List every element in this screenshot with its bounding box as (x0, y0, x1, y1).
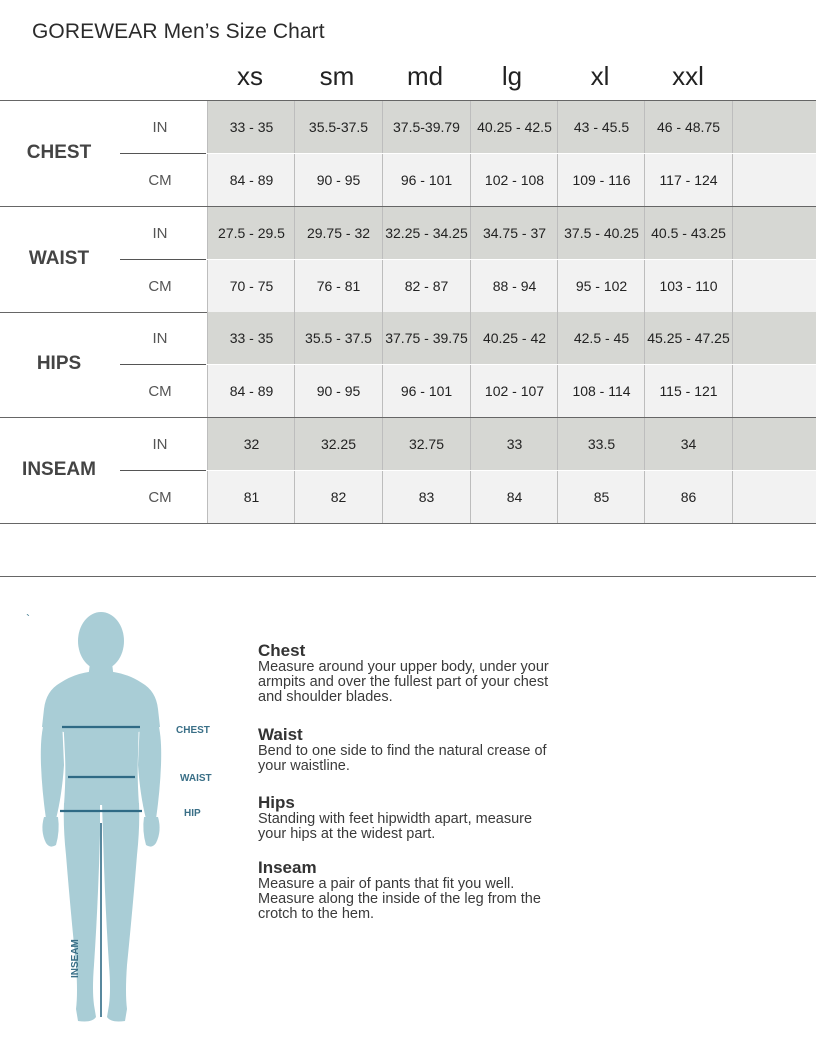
measure-line: Bend to one side to find the natural crease of (258, 743, 547, 759)
measure-line: your waistline. (258, 758, 350, 774)
table-cell: 76 - 81 (294, 260, 382, 312)
table-cell: 45.25 - 47.25 (644, 312, 732, 364)
unit-divider (120, 153, 206, 154)
figure-label-inseam: INSEAM (70, 939, 81, 978)
table-cell: 81 (207, 471, 295, 523)
table-cell: 95 - 102 (557, 260, 645, 312)
table-cell: 117 - 124 (644, 154, 732, 206)
table-empty-cell (732, 101, 816, 153)
measure-line: armpits and over the fullest part of your chest (258, 674, 549, 690)
measure-line: Measure around your upper body, under your (258, 659, 549, 675)
size-header-lg: lg (501, 60, 523, 91)
table-cell: 27.5 - 29.5 (207, 207, 295, 259)
table-cell: 35.5 - 37.5 (294, 312, 382, 364)
table-cell: 46 - 48.75 (644, 101, 732, 153)
measure-line: Standing with feet hipwidth apart, measure (258, 811, 533, 827)
size-header-sm: sm (319, 60, 355, 91)
unit-divider (120, 259, 206, 260)
figure-label-waist: WAIST (180, 773, 212, 784)
table-cell: 33 - 35 (207, 312, 295, 364)
table-cell: 90 - 95 (294, 154, 382, 206)
table-cell: 32.25 - 34.25 (382, 207, 470, 259)
measure-line: and shoulder blades. (258, 689, 393, 705)
table-cell: 70 - 75 (207, 260, 295, 312)
table-cell: 102 - 108 (470, 154, 558, 206)
measure-hips (258, 794, 598, 842)
table-cell: 84 (470, 471, 558, 523)
table-cell: 96 - 101 (382, 365, 470, 417)
group-label-waist: WAIST (28, 248, 90, 269)
figure-label-chest: CHEST (176, 725, 210, 736)
unit-label-cm: CM (148, 382, 172, 400)
table-cell: 34.75 - 37 (470, 207, 558, 259)
table-cell: 102 - 107 (470, 365, 558, 417)
table-cell: 86 (644, 471, 732, 523)
table-cell: 85 (557, 471, 645, 523)
table-cell: 88 - 94 (470, 260, 558, 312)
table-cell: 32.75 (382, 418, 470, 470)
measure-heading: Hips (258, 793, 295, 812)
page-title: GOREWEAR Men’s Size Chart (32, 20, 325, 43)
group-divider (0, 523, 816, 524)
table-empty-cell (732, 365, 816, 417)
table-cell: 29.75 - 32 (294, 207, 382, 259)
unit-label-cm: CM (148, 171, 172, 189)
table-cell: 82 - 87 (382, 260, 470, 312)
table-cell: 96 - 101 (382, 154, 470, 206)
group-label-inseam: INSEAM (22, 459, 96, 480)
group-label-hips: HIPS (36, 353, 82, 374)
unit-label-cm: CM (148, 277, 172, 295)
table-cell: 103 - 110 (644, 260, 732, 312)
measure-heading: Chest (258, 641, 306, 660)
size-header-xxl: xxl (672, 60, 704, 91)
table-cell: 32.25 (294, 418, 382, 470)
unit-divider (120, 470, 206, 471)
table-cell: 108 - 114 (557, 365, 645, 417)
measure-line: your hips at the widest part. (258, 826, 436, 842)
measure-line: crotch to the hem. (258, 906, 375, 922)
group-label-chest: CHEST (26, 142, 92, 163)
size-header-xs: xs (237, 60, 263, 91)
table-cell: 32 (207, 418, 295, 470)
measure-chest (258, 642, 598, 705)
measure-heading: Inseam (258, 858, 317, 877)
table-cell: 37.5 - 40.25 (557, 207, 645, 259)
table-cell: 109 - 116 (557, 154, 645, 206)
table-empty-cell (732, 207, 816, 259)
table-cell: 84 - 89 (207, 365, 295, 417)
table-cell: 90 - 95 (294, 365, 382, 417)
table-cell: 37.75 - 39.75 (382, 312, 470, 364)
unit-label-in: IN (152, 329, 168, 347)
unit-label-in: IN (152, 435, 168, 453)
table-empty-cell (732, 312, 816, 364)
measure-line: Measure a pair of pants that fit you well. (258, 876, 515, 892)
size-header-xl: xl (590, 60, 610, 91)
table-empty-cell (732, 471, 816, 523)
measure-waist (258, 726, 598, 774)
unit-label-in: IN (152, 224, 168, 242)
table-cell: 82 (294, 471, 382, 523)
table-cell: 34 (644, 418, 732, 470)
table-cell: 84 - 89 (207, 154, 295, 206)
figure-label-hip: HIP (184, 808, 201, 819)
table-cell: 40.5 - 43.25 (644, 207, 732, 259)
table-cell: 33.5 (557, 418, 645, 470)
table-cell: 40.25 - 42 (470, 312, 558, 364)
unit-divider (120, 364, 206, 365)
unit-label-in: IN (152, 118, 168, 136)
measure-heading: Waist (258, 725, 303, 744)
section-divider (0, 576, 816, 577)
table-cell: 43 - 45.5 (557, 101, 645, 153)
table-cell: 35.5-37.5 (294, 101, 382, 153)
measure-line: Measure along the inside of the leg from the (258, 891, 541, 907)
stray-mark: ` (26, 612, 30, 626)
unit-label-cm: CM (148, 488, 172, 506)
table-cell: 40.25 - 42.5 (470, 101, 558, 153)
table-empty-cell (732, 154, 816, 206)
table-cell: 115 - 121 (644, 365, 732, 417)
measure-inseam (258, 859, 598, 922)
size-header-md: md (406, 60, 444, 91)
table-empty-cell (732, 260, 816, 312)
table-cell: 33 (470, 418, 558, 470)
table-cell: 42.5 - 45 (557, 312, 645, 364)
table-cell: 33 - 35 (207, 101, 295, 153)
table-cell: 37.5-39.79 (382, 101, 470, 153)
table-empty-cell (732, 418, 816, 470)
table-cell: 83 (382, 471, 470, 523)
